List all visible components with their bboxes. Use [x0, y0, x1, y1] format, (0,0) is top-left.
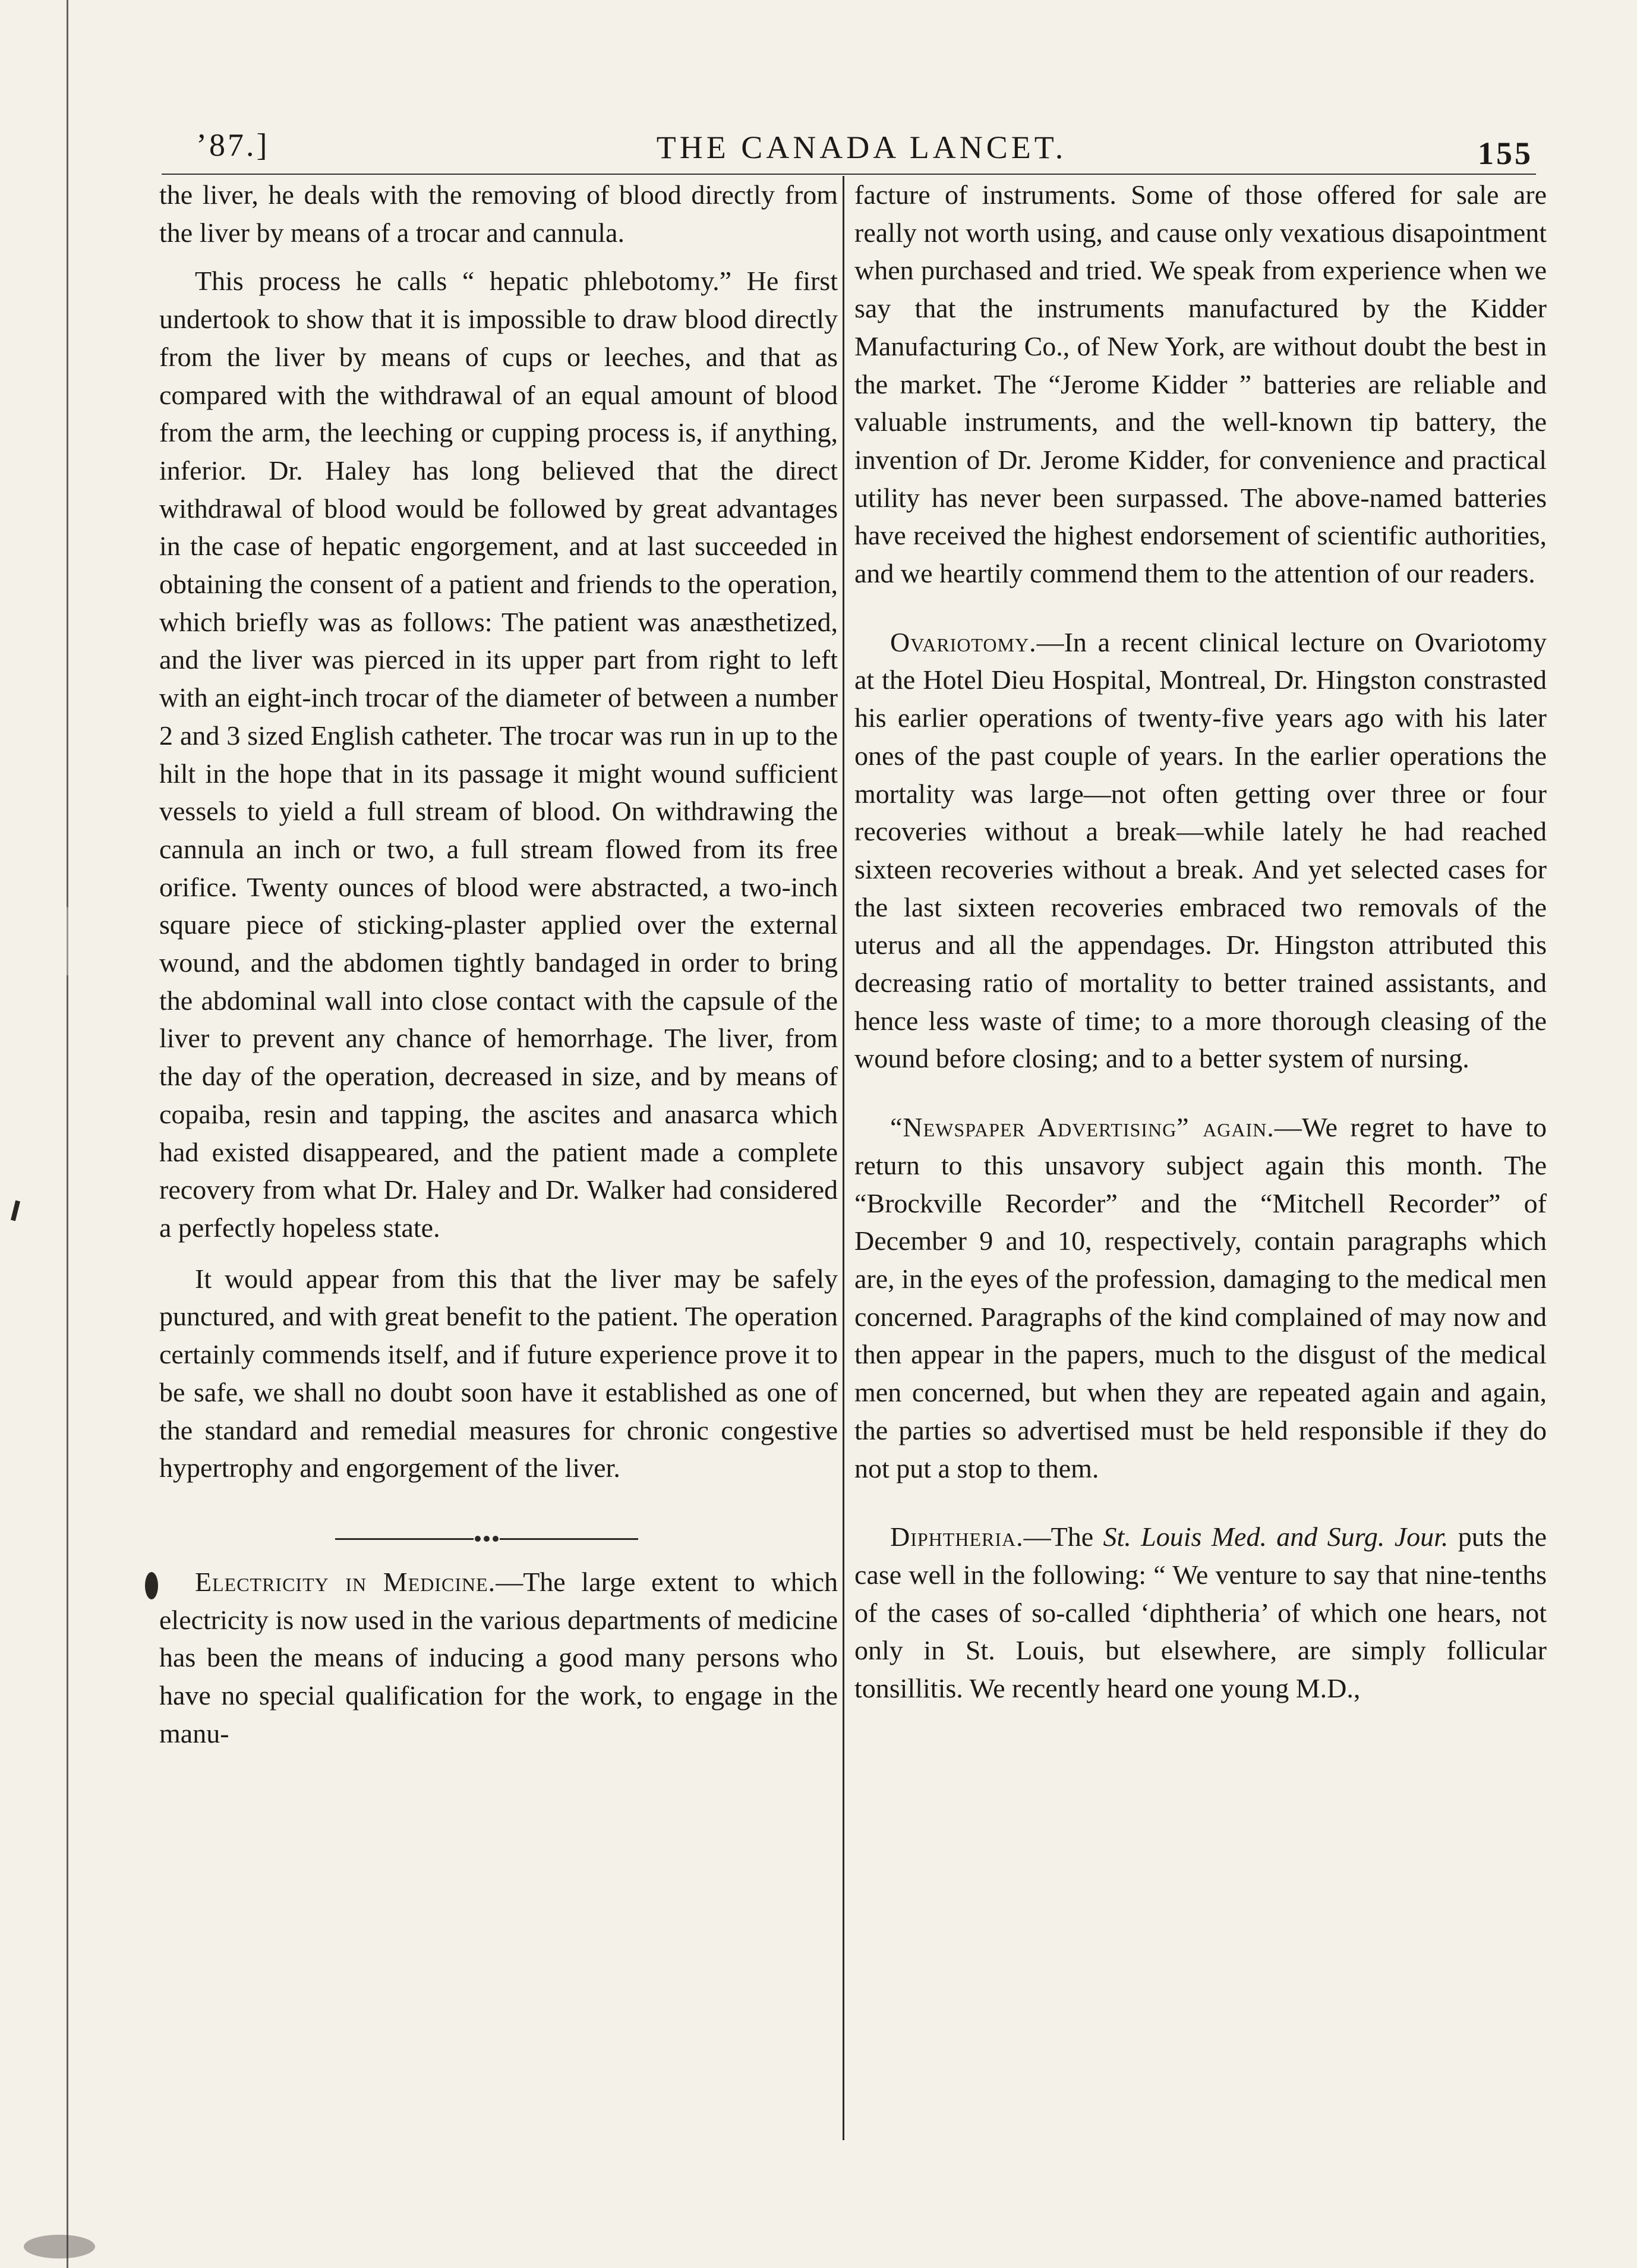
- running-header: [190, 122, 1533, 175]
- article-electricity-in-medicine: [159, 1563, 838, 1753]
- newspaper-text: —We regret to have to return to this unsavory subject again this month. The “Brockville Recorder” and the “Mitchell Recorder” of December 9 and 10, respectively, contain paragraphs which are, in the eyes of the profession, damaging to the medical men concerned. Paragraphs of the kind complained of may now and then appear in the papers, much to the disgust of the medical men concerned, but when they are repeated again and again, the parties so advertised must be held responsible if they do not put a stop to them.: [854, 1112, 1547, 1483]
- heading-diphtheria: Diphtheria.: [890, 1522, 1024, 1552]
- article-diphtheria: [854, 1518, 1547, 1708]
- heading-electricity-in-medicine: Electricity in Medicine.: [195, 1566, 496, 1597]
- article-newspaper-advertising: [854, 1108, 1547, 1487]
- paragraph-hepatic-phlebotomy: This process he calls “ hepatic phlebotomy.” He first undertook to show that it is impossible to draw blood directly from the liver by means of cups or leeches, and that as compared with the withdrawal of an equal amount of blood from the arm, the leeching or cupping process is, if anything, inferior. Dr. Haley has long believed that the direct withdrawal of blood would be followed by great advantages in the case of hepatic engorgement, and at last succeeded in obtaining the consent of a patient and friends to the operation, which briefly was as follows: The patient was anæsthetized, and the liver was pierced in its upper part from right to left with an eight-inch trocar of the diameter of between a number 2 and 3 sized English catheter. The trocar was run in up to the hilt in the hope that in its passage it might wound sufficient vessels to yield a full stream of blood. On withdrawing the cannula an inch or two, a full stream flowed from its free orifice. Twenty ounces of blood were abstracted, a two-inch square piece of sticking-plaster applied over the external wound, and the abdomen tightly bandaged in order to bring the abdominal wall into close contact with the capsule of the liver to prevent any chance of hemorrhage. The liver, from the day of the operation, decreased in size, and by means of copaiba, resin and tapping, the ascites and anasarca which had existed disappeared, and the patient made a complete recovery from what Dr. Haley and Dr. Walker had considered a perfectly hopeless state.: [159, 266, 838, 1243]
- article-ovariotomy: [854, 623, 1547, 1078]
- section-divider: [335, 1522, 638, 1558]
- left-column: [159, 176, 838, 1752]
- header-rule: [162, 174, 1536, 175]
- volume-reference: ’87.]: [196, 127, 270, 163]
- diphtheria-journal-title: St. Louis Med. and Surg. Jour.: [1103, 1522, 1449, 1552]
- diphtheria-text-1: —The: [1023, 1522, 1103, 1552]
- ink-mark: [24, 2235, 95, 2258]
- ovariotomy-text: —In a recent clinical lecture on Ovariotomy at the Hotel Dieu Hospital, Montreal, Dr. Hingston constrasted his earlier operations of twenty-five years ago with his later ones of the past couple of years. In the earlier operations the mortality was large—not often getting over three or four recoveries without a break—while lately he had reached sixteen recoveries without a break. And yet selected cases for the last sixteen recoveries embraced two removals of the uterus and all the appendages. Dr. Hingston attributed this decreasing ratio of mortality to better trained assistants, and hence less waste of time; to a more thorough cleasing of the wound before closing; and to a better system of nursing.: [854, 626, 1547, 1074]
- heading-newspaper-advertising: “Newspaper Advertising” again.: [890, 1112, 1275, 1143]
- ink-mark: [145, 1572, 158, 1599]
- binding-margin-rule: [67, 0, 68, 2268]
- page-number: 155: [1478, 136, 1533, 171]
- electricity-text: —The large extent to which electricity is now used in the various departments of medicine has been the means of inducing a good many persons who have no special qualification for the work, to engage in the manu-: [159, 1566, 838, 1749]
- paragraph-instruments: facture of instruments. Some of those offered for sale are really not worth using, and cause only vexatious disapointment when purchased and tried. We speak from experience when we say that the instruments manufactured by the Kidder Manufacturing Co., of New York, are without doubt the best in the market. The “Jerome Kidder ” batteries are reliable and valuable instruments, and the well-known tip battery, the invention of Dr. Jerome Kidder, for convenience and practical utility has never been surpassed. The above-named batteries have received the highest endorsement of scientific authorities, and we heartily commend them to the attention of our readers.: [854, 179, 1547, 589]
- right-column: [854, 176, 1547, 1708]
- ink-mark: [11, 1201, 20, 1221]
- heading-ovariotomy: Ovariotomy.: [890, 626, 1037, 657]
- diphtheria-text-2: puts the case well in the following: “ We venture to say that nine-tenths of the cases of so-called ‘diphtheria’ of which one hears, not only in St. Louis, but elsewhere, are simply follicular tonsillitis. We recently heard one young M.D.,: [854, 1522, 1547, 1704]
- paragraph-liver-intro: the liver, he deals with the removing of blood directly from the liver by means of a trocar and cannula.: [159, 179, 838, 248]
- column-divider: [843, 176, 844, 2140]
- paragraph-liver-conclusion: It would appear from this that the liver may be safely punctured, and with great benefit to the patient. The operation certainly commends itself, and if future experience prove it to be safe, we shall no doubt soon have it established as one of the standard and remedial measures for chronic congestive hypertrophy and engorgement of the liver.: [159, 1263, 838, 1483]
- journal-title: THE CANADA LANCET.: [656, 130, 1067, 165]
